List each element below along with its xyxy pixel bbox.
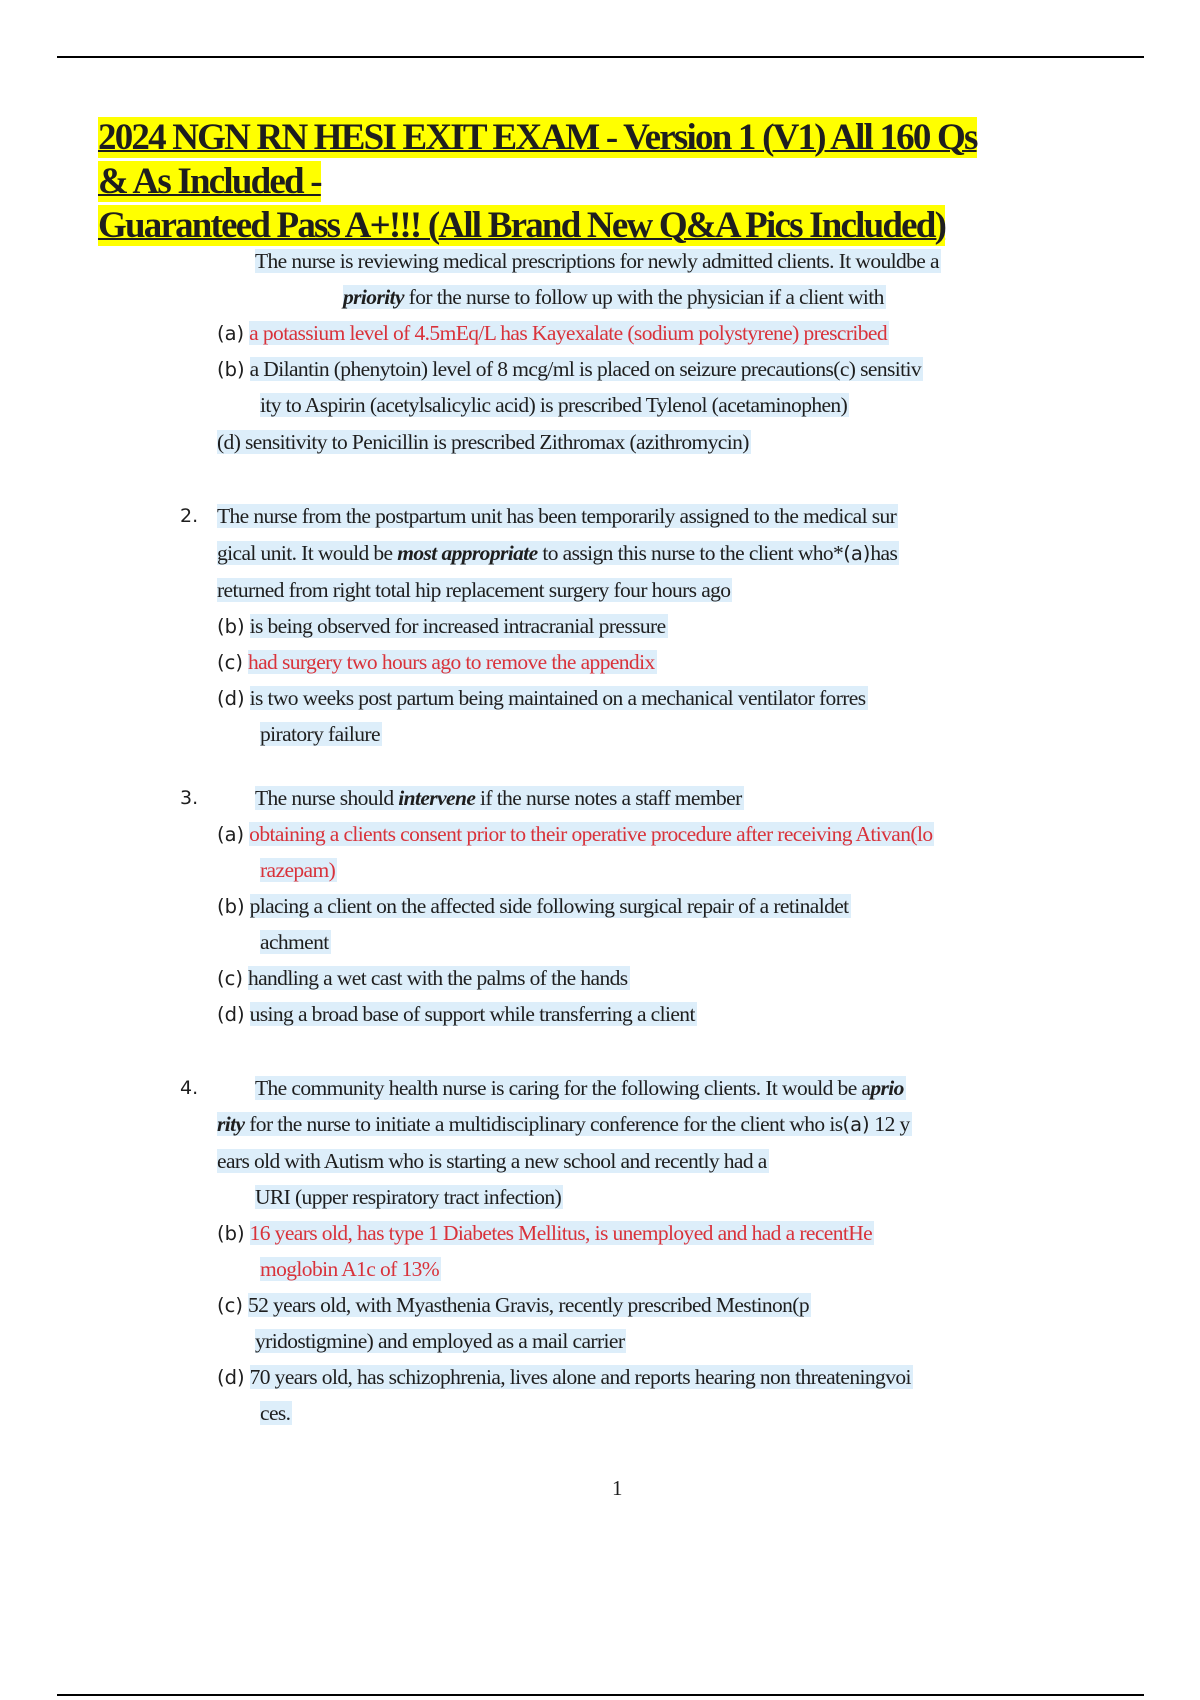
bottom-rule — [57, 1694, 1144, 1696]
question-3-option-b: (b) placing a client on the affected side following surgical repair of a retinaldet — [217, 894, 849, 918]
page-number: 1 — [612, 1476, 623, 1500]
question-number: 2. — [180, 505, 199, 527]
emphasis-most-appropriate: most appropriate — [397, 541, 538, 565]
title-line-3: Guaranteed Pass A+!!! (All Brand New Q&A Pics Included) — [98, 205, 946, 246]
question-2-option-c: (c) had surgery two hours ago to remove the appendix — [217, 650, 655, 674]
emphasis-priority-2: rity — [217, 1112, 245, 1136]
question-number: 3. — [180, 787, 199, 809]
question-4-option-b: (b) 16 years old, has type 1 Diabetes Mellitus, is unemployed and had a recentHe — [217, 1221, 873, 1245]
question-2-option-b: (b) is being observed for increased intracranial pressure — [217, 614, 666, 638]
question-1-option-b: (b) a Dilantin (phenytoin) level of 8 mcg/ml is placed on seizure precautions(c) sensitiv — [217, 357, 922, 381]
question-4-stem-line-4: URI (upper respiratory tract infection) — [255, 1185, 562, 1209]
emphasis-intervene: intervene — [398, 786, 476, 810]
question-1-option-d: (d) sensitivity to Penicillin is prescribed Zithromax (azithromycin) — [217, 430, 749, 454]
question-number: 4. — [180, 1077, 199, 1099]
question-2-stem-line-1: The nurse from the postpartum unit has been temporarily assigned to the medical sur — [217, 504, 897, 528]
title-line-2: & As Included - — [98, 161, 321, 202]
question-1-option-b-line-2: ity to Aspirin (acetylsalicylic acid) is prescribed Tylenol (acetaminophen) — [260, 393, 848, 417]
top-rule — [57, 56, 1144, 58]
question-1-stem-line-1: The nurse is reviewing medical prescriptions for newly admitted clients. It wouldbe a — [255, 249, 939, 273]
emphasis-priority: priority — [343, 285, 404, 309]
emphasis-priority-1: prio — [870, 1076, 904, 1100]
question-2-stem-line-2: gical unit. It would be most appropriate to assign this nurse to the client who*(a)has — [217, 541, 898, 565]
question-2-option-d-line-2: piratory failure — [260, 722, 380, 746]
document-title — [98, 116, 1078, 248]
question-4-option-b-line-2: moglobin A1c of 13% — [260, 1257, 440, 1281]
question-4-option-c-line-2: yridostigmine) and employed as a mail carrier — [255, 1329, 625, 1353]
question-3-option-a-line-2: razepam) — [260, 858, 336, 882]
question-2-stem-line-3: returned from right total hip replacement surgery four hours ago — [217, 578, 731, 602]
question-2-option-d: (d) is two weeks post partum being maintained on a mechanical ventilator forres — [217, 686, 866, 710]
question-4-stem-line-1: The community health nurse is caring for the following clients. It would be aprio — [255, 1076, 904, 1100]
question-3-stem-line-1: The nurse should intervene if the nurse notes a staff member — [255, 786, 742, 810]
question-4-option-d: (d) 70 years old, has schizophrenia, lives alone and reports hearing non threateningvoi — [217, 1365, 911, 1389]
question-1-stem-line-2: priority for the nurse to follow up with the physician if a client with — [343, 285, 884, 309]
question-4-option-d-line-2: ces. — [260, 1401, 291, 1425]
question-4-stem-line-3: ears old with Autism who is starting a new school and recently had a — [217, 1149, 767, 1173]
question-3-option-d: (d) using a broad base of support while transferring a client — [217, 1002, 695, 1026]
question-4-option-c: (c) 52 years old, with Myasthenia Gravis, recently prescribed Mestinon(p — [217, 1293, 809, 1317]
question-3-option-b-line-2: achment — [260, 930, 329, 954]
title-line-1: 2024 NGN RN HESI EXIT EXAM - Version 1 (V1) All 160 Qs — [98, 117, 977, 158]
question-1-option-a: (a) a potassium level of 4.5mEq/L has Kayexalate (sodium polystyrene) prescribed — [217, 321, 887, 345]
question-4-stem-line-2: rity for the nurse to initiate a multidisciplinary conference for the client who is(a) 12 y — [217, 1112, 910, 1136]
question-3-option-a: (a) obtaining a clients consent prior to their operative procedure after receiving Ativan(lo — [217, 822, 933, 846]
question-3-option-c: (c) handling a wet cast with the palms of the hands — [217, 966, 628, 990]
